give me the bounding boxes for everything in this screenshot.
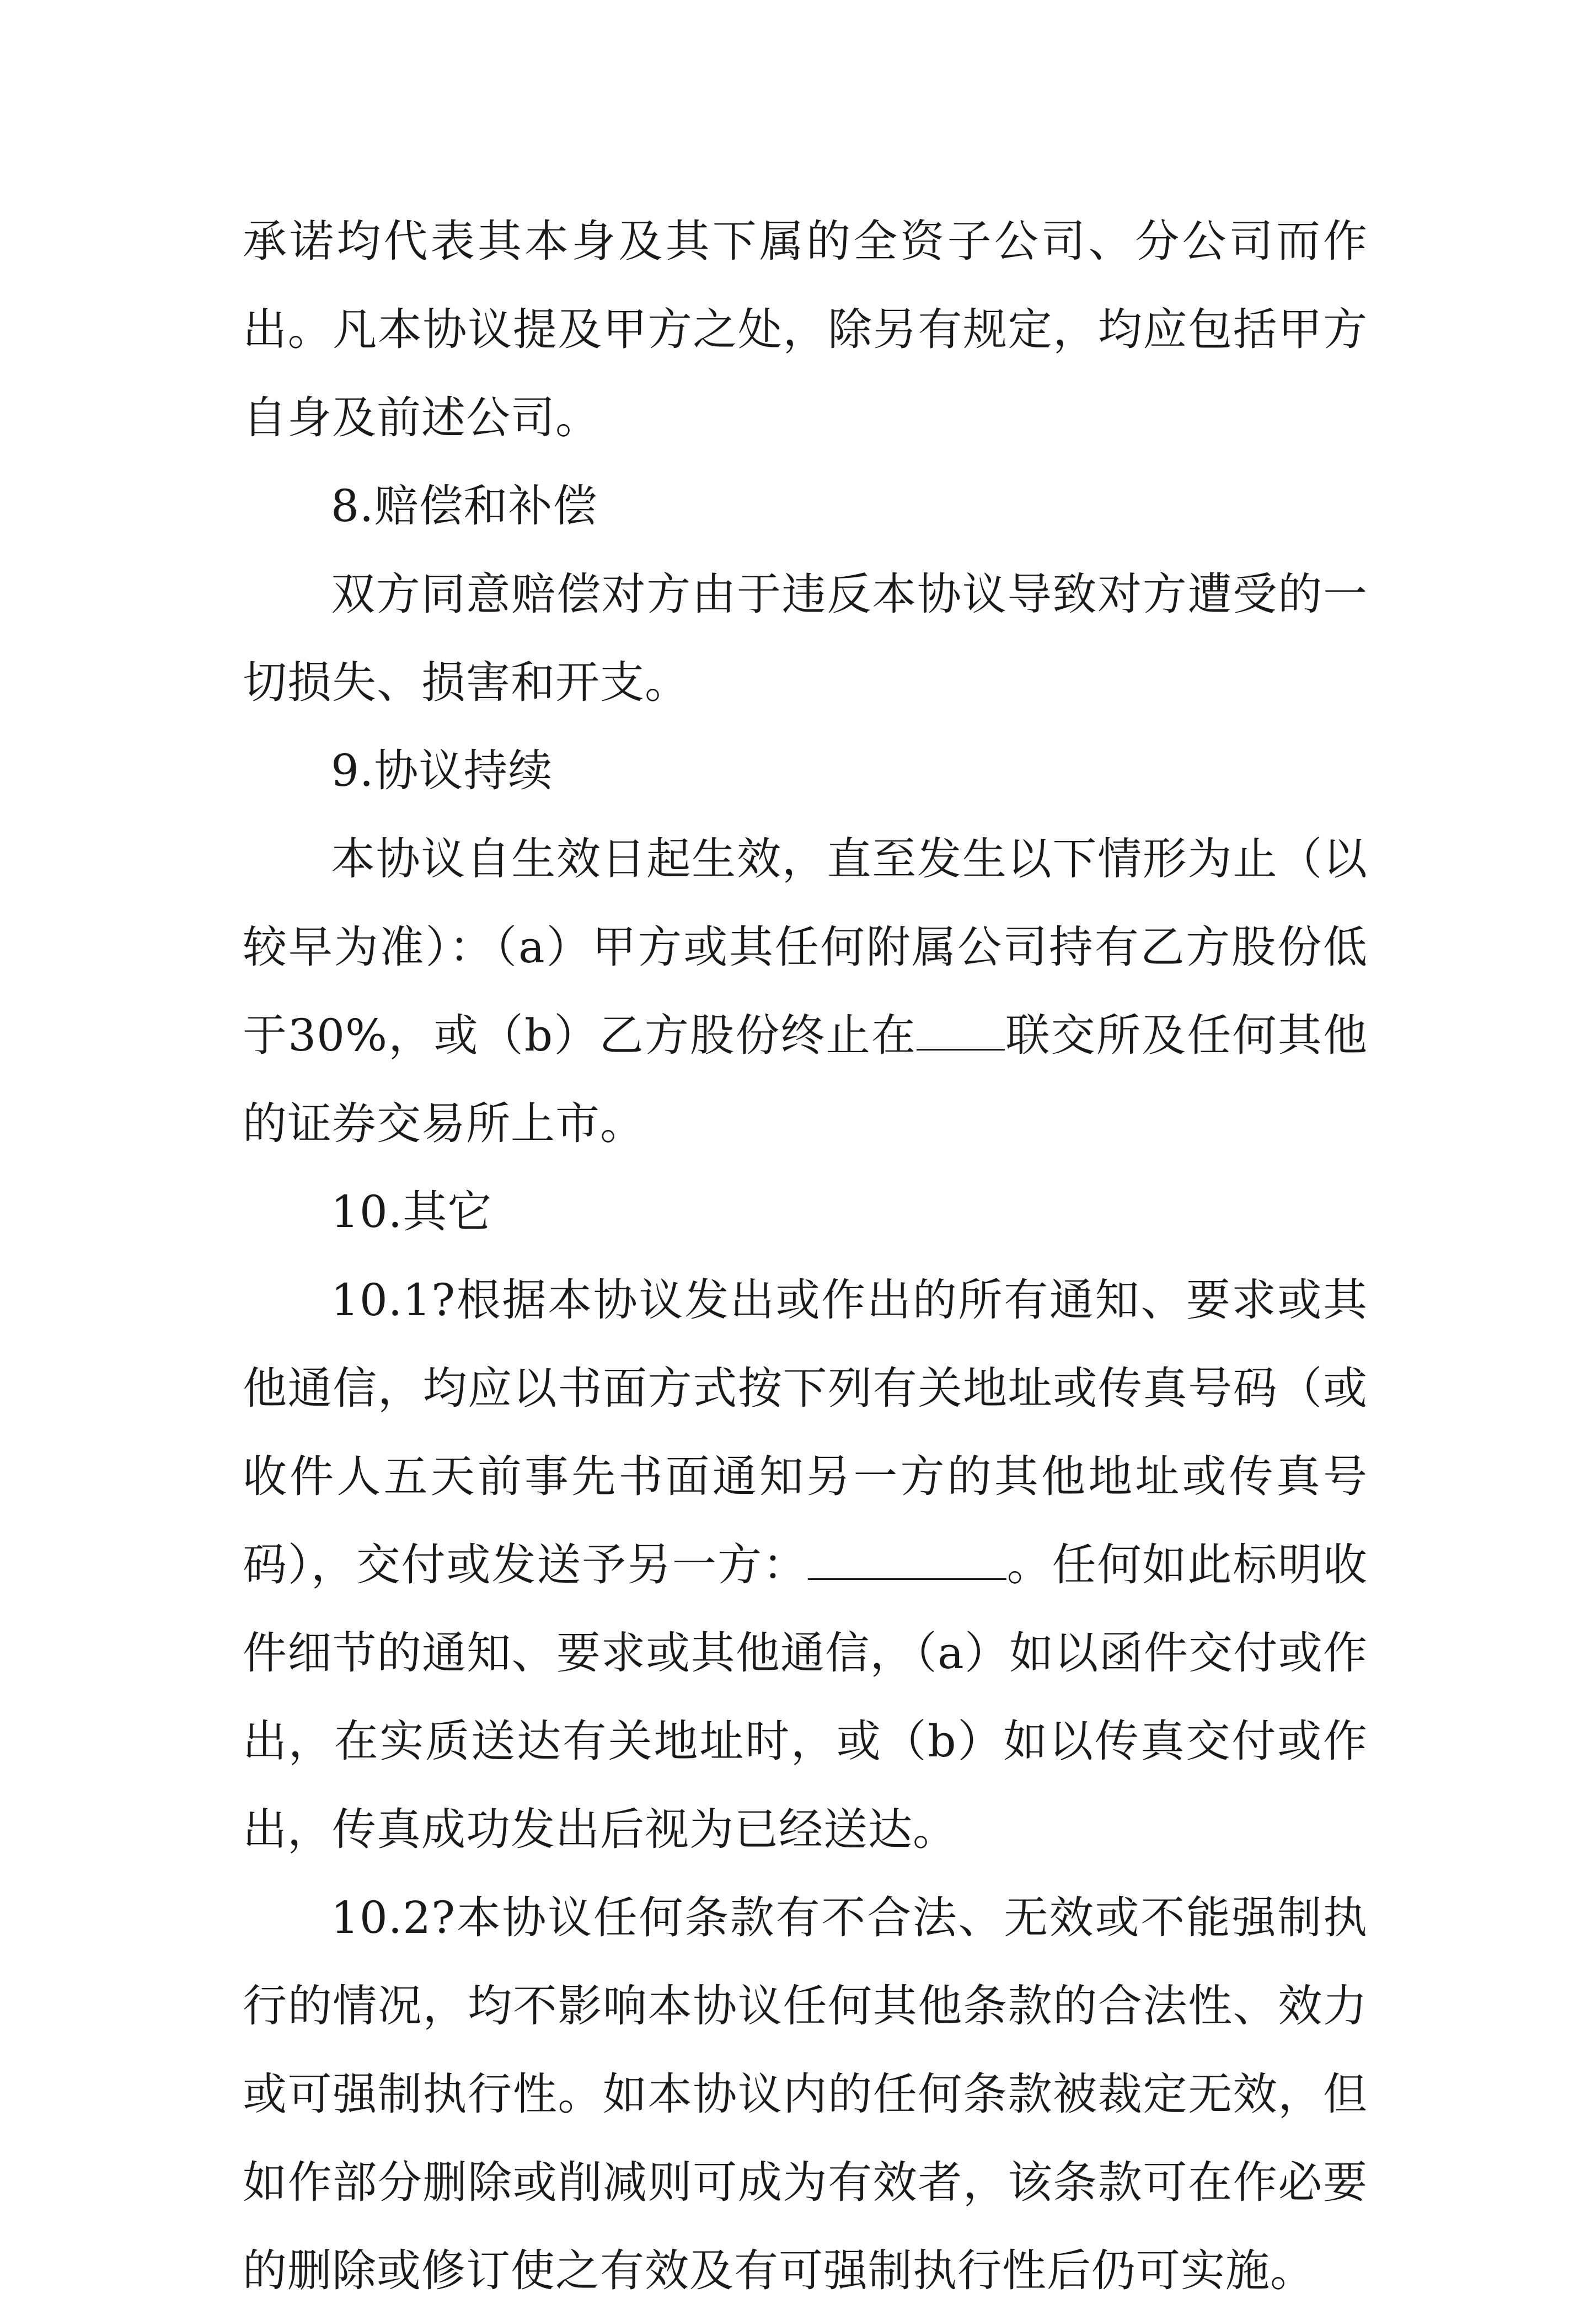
section-heading-10: 10.其它: [331, 1186, 492, 1237]
paragraph-notices-text-a: 10.1?根据本协议发出或作出的所有通知、要求或其他通信，均应以书面方式按下列有关地址或传真号码（或收件人五天前事先书面通知另一方的其他地址或传真号码），交付或发送予另一方：: [243, 1274, 1368, 1590]
blank-line-address: [808, 1545, 1006, 1580]
paragraph-notices-text-b: 。任何如此标明收件细节的通知、要求或其他通信，（a）如以函件交付或作出，在实质送达有关地址时，或（b）如以传真交付或作出，传真成功发出后视为已经送达。: [243, 1539, 1368, 1855]
blank-line-exchange: [917, 1016, 1005, 1051]
document-body: [243, 197, 1368, 2315]
paragraph-notices: [243, 1256, 1368, 1874]
paragraph-duration-text-a: 本协议自生效日起生效，直至发生以下情形为止（以较早为准）：（a）甲方或其任何附属公司持有乙方股份低于30%，或（b）乙方股份终止在: [243, 833, 1368, 1061]
paragraph-continuation: 承诺均代表其本身及其下属的全资子公司、分公司而作出。凡本协议提及甲方之处，除另有规定，均应包括甲方自身及前述公司。: [243, 216, 1368, 443]
section-heading-9: 9.协议持续: [331, 745, 553, 796]
paragraph-severability: 10.2?本协议任何条款有不合法、无效或不能强制执行的情况，均不影响本协议任何其他条款的合法性、效力或可强制执行性。如本协议内的任何条款被裁定无效，但如作部分删除或削减则可成为有效者，该条款可在作必要的删除或修订使之有效及有可强制执行性后仍可实施。: [243, 1892, 1368, 2296]
paragraph-duration-text-b: 联交所及任何其他的证券交易所上市。: [243, 1010, 1368, 1149]
section-heading-8: 8.赔偿和补偿: [331, 480, 598, 532]
paragraph-duration: [243, 815, 1368, 1168]
paragraph-indemnity: 双方同意赔偿对方由于违反本协议导致对方遭受的一切损失、损害和开支。: [243, 569, 1368, 708]
